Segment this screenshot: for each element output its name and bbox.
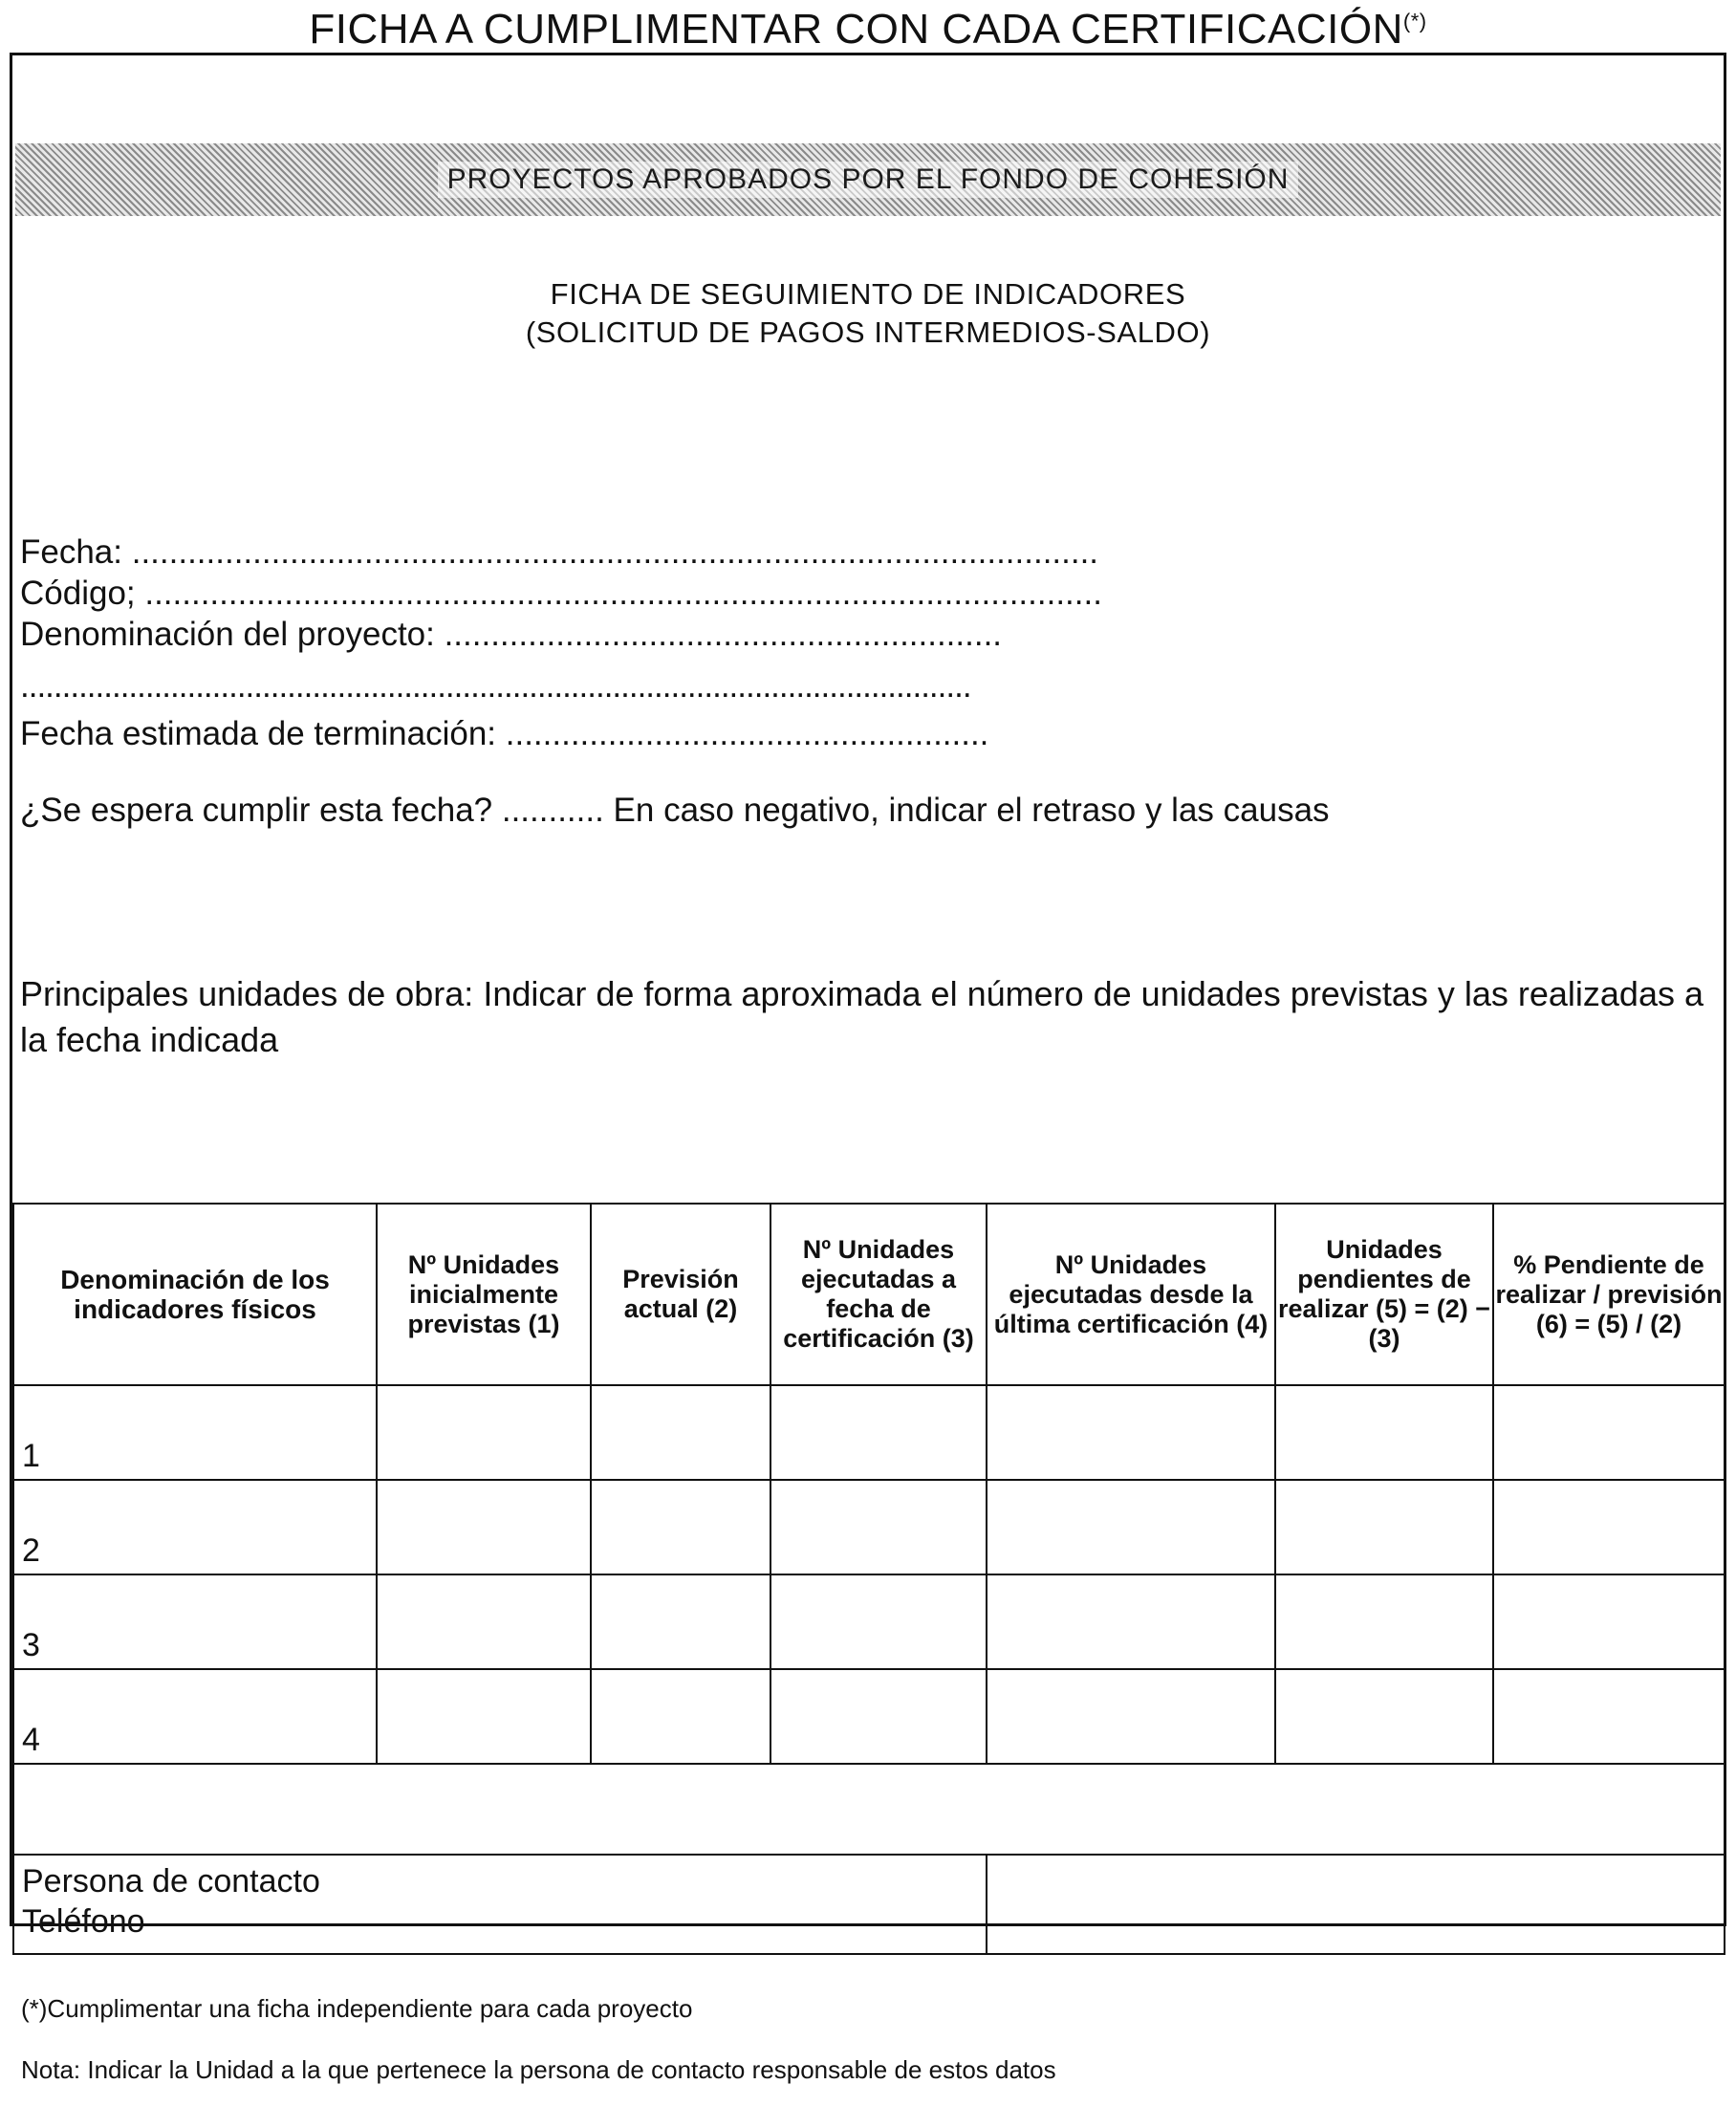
table-cell[interactable] [1493,1480,1725,1574]
table-blank-row [13,1764,1725,1855]
table-row [13,1385,1725,1480]
table-cell[interactable] [1275,1669,1493,1764]
table-cell[interactable] [377,1669,591,1764]
header-porcentaje-pendiente: % Pendiente de realizar / previsión (6) = (5) / (2) [1493,1204,1725,1385]
contact-row [13,1855,1725,1954]
table-cell[interactable] [1493,1385,1725,1480]
title-text: FICHA A CUMPLIMENTAR CON CADA CERTIFICACIÓN [309,6,1403,53]
table-cell[interactable] [987,1385,1275,1480]
title-footnote-mark: (*) [1402,9,1427,33]
table-cell[interactable] [1275,1480,1493,1574]
form-heading-line1: FICHA DE SEGUIMIENTO DE INDICADORES [550,277,1186,311]
header-unidades-ultima-certificacion: Nº Unidades ejecutadas desde la última certificación (4) [987,1204,1275,1385]
table-cell[interactable] [987,1669,1275,1764]
table-cell[interactable] [591,1669,770,1764]
header-unidades-ejecutadas: Nº Unidades ejecutadas a fecha de certificación (3) [770,1204,987,1385]
contact-phone-label: Teléfono [22,1903,145,1940]
table-cell[interactable] [1493,1669,1725,1764]
table-cell[interactable] [987,1480,1275,1574]
header-denominacion: Denominación de los indicadores físicos [13,1204,377,1385]
table-cell[interactable] [770,1574,987,1669]
field-fecha-estimada[interactable]: Fecha estimada de terminación: .................................................... [20,715,989,752]
table-cell[interactable] [770,1669,987,1764]
field-denominacion-continuation[interactable]: .................................................................................................................. [20,667,971,705]
table-cell[interactable] [591,1385,770,1480]
banner-text: PROYECTOS APROBADOS POR EL FONDO DE COHESIÓN [438,162,1299,198]
table-cell[interactable] [770,1385,987,1480]
row-number: 3 [13,1574,377,1669]
table-cell[interactable] [1275,1385,1493,1480]
form-heading-line2: (SOLICITUD DE PAGOS INTERMEDIOS-SALDO) [525,315,1211,349]
table-cell[interactable] [591,1574,770,1669]
contact-value-cell[interactable] [987,1855,1725,1954]
row-number: 4 [13,1669,377,1764]
table-cell[interactable] [1493,1574,1725,1669]
blank-cell [13,1764,1725,1855]
table-row [13,1480,1725,1574]
field-codigo[interactable]: Código; ....................................................................................................... [20,575,1102,612]
contact-person-label: Persona de contacto [22,1863,320,1900]
table-header-row [13,1204,1725,1385]
form-frame [10,53,1726,1940]
table-row [13,1669,1725,1764]
question-fecha-cumplimiento: ¿Se espera cumplir esta fecha? ........... En caso negativo, indicar el retraso y las causas [20,792,1330,829]
header-prevision-actual: Previsión actual (2) [591,1204,770,1385]
field-denominacion[interactable]: Denominación del proyecto: ............................................................ [20,616,1003,653]
footnote: (*)Cumplimentar una ficha independiente para cada proyecto [21,1994,693,2023]
row-number: 1 [13,1385,377,1480]
page-title [0,6,1736,54]
field-fecha[interactable]: Fecha: ........................................................................................................ [20,533,1099,571]
contact-label-cell [13,1855,987,1954]
units-instructions: Principales unidades de obra: Indicar de forma aproximada el número de unidades previstas y las realizadas a la fecha indicada [20,974,1703,1059]
table-cell[interactable] [1275,1574,1493,1669]
note: Nota: Indicar la Unidad a la que pertenece la persona de contacto responsable de estos datos [21,2055,1056,2084]
table-cell[interactable] [987,1574,1275,1669]
program-banner [15,143,1721,216]
table-cell[interactable] [377,1480,591,1574]
indicators-table [12,1203,1725,1955]
table-cell[interactable] [770,1480,987,1574]
table-cell[interactable] [591,1480,770,1574]
row-number: 2 [13,1480,377,1574]
table-cell[interactable] [377,1574,591,1669]
table-row [13,1574,1725,1669]
table-cell[interactable] [377,1385,591,1480]
header-unidades-previstas: Nº Unidades inicialmente previstas (1) [377,1204,591,1385]
header-unidades-pendientes: Unidades pendientes de realizar (5) = (2) − (3) [1275,1204,1493,1385]
